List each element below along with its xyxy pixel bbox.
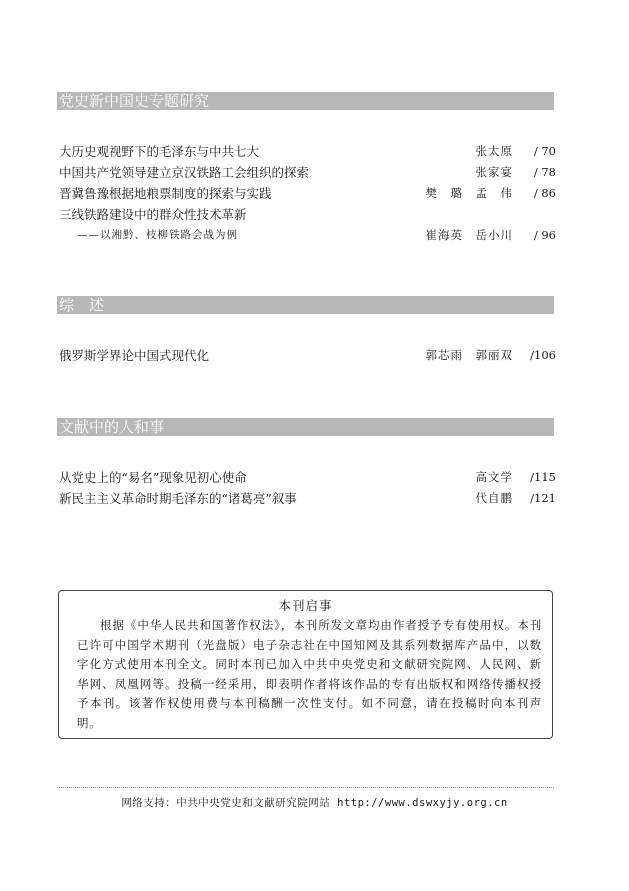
toc-entry-subtitle[interactable] [59, 225, 556, 246]
toc-page: / 70 [533, 144, 556, 158]
toc-author: 崔海英 岳小川 [425, 228, 513, 242]
section-heading: 综 述 [57, 296, 554, 314]
toc-page: / 86 [533, 186, 556, 200]
toc-title: 晋冀鲁豫根据地粮票制度的探索与实践 [59, 186, 272, 201]
toc-entry[interactable] [59, 183, 556, 204]
toc-title: 三线铁路建设中的群众性技术革新 [59, 207, 247, 222]
notice-box [58, 590, 553, 739]
section-heading: 党史新中国史专题研究 [57, 92, 554, 110]
section-heading: 文献中的人和事 [57, 418, 554, 436]
toc-entry[interactable] [59, 204, 556, 225]
toc-page: / 78 [533, 165, 556, 179]
toc-title: 从党史上的“易名”现象见初心使命 [59, 470, 247, 485]
toc-page: / 96 [533, 228, 556, 242]
footer-divider [57, 787, 554, 788]
toc-author: 郭芯雨 郭丽双 [425, 348, 513, 362]
toc-page: /121 [530, 491, 556, 505]
toc-page: /115 [530, 470, 556, 484]
toc-author: 张太原 [475, 144, 513, 158]
footer-website: 网络支持：中共中央党史和文献研究院网站 http://www.dswxyjy.org.cn [121, 797, 508, 809]
notice-title: 本刊启事 [278, 598, 333, 613]
toc-list [59, 345, 556, 366]
toc-title: 俄罗斯学界论中国式现代化 [59, 348, 210, 363]
toc-author: 张家宴 [475, 165, 513, 179]
toc-title: 中国共产党领导建立京汉铁路工会组织的探索 [59, 165, 310, 180]
toc-title: 大历史观视野下的毛泽东与中共七大 [59, 144, 260, 159]
toc-title: 新民主主义革命时期毛泽东的“诸葛亮”叙事 [59, 491, 297, 506]
toc-author: 高文学 [475, 470, 513, 484]
toc-subtitle: ——以湘黔、枝柳铁路会战为例 [77, 229, 238, 241]
toc-entry[interactable] [59, 345, 556, 366]
toc-entry[interactable] [59, 467, 556, 488]
notice-body: 根据《中华人民共和国著作权法》，本刊所发文章均由作者授予专有使用权。本刊已许可中国学术期刊（光盘版）电子杂志社在中国知网及其系列数据库产品中，以数字化方式使用本刊全文。同时本刊已加入中共中央党史和文献研究院网、人民网、新华网、凤凰网等。投稿一经采用，即表明作者将该作品的专有出版权和网络传播权授予本刊。该著作权使用费与本刊稿酬一次性支付。如不同意，请在投稿时向本刊声明。 [77, 618, 542, 730]
toc-author: 樊 璐 孟 伟 [425, 186, 513, 200]
toc-entry[interactable] [59, 162, 556, 183]
toc-entry[interactable] [59, 141, 556, 162]
toc-author: 代自鹏 [475, 491, 513, 505]
toc-entry[interactable] [59, 488, 556, 509]
toc-page: /106 [530, 348, 556, 362]
toc-list [59, 467, 556, 509]
toc-list [59, 141, 556, 246]
